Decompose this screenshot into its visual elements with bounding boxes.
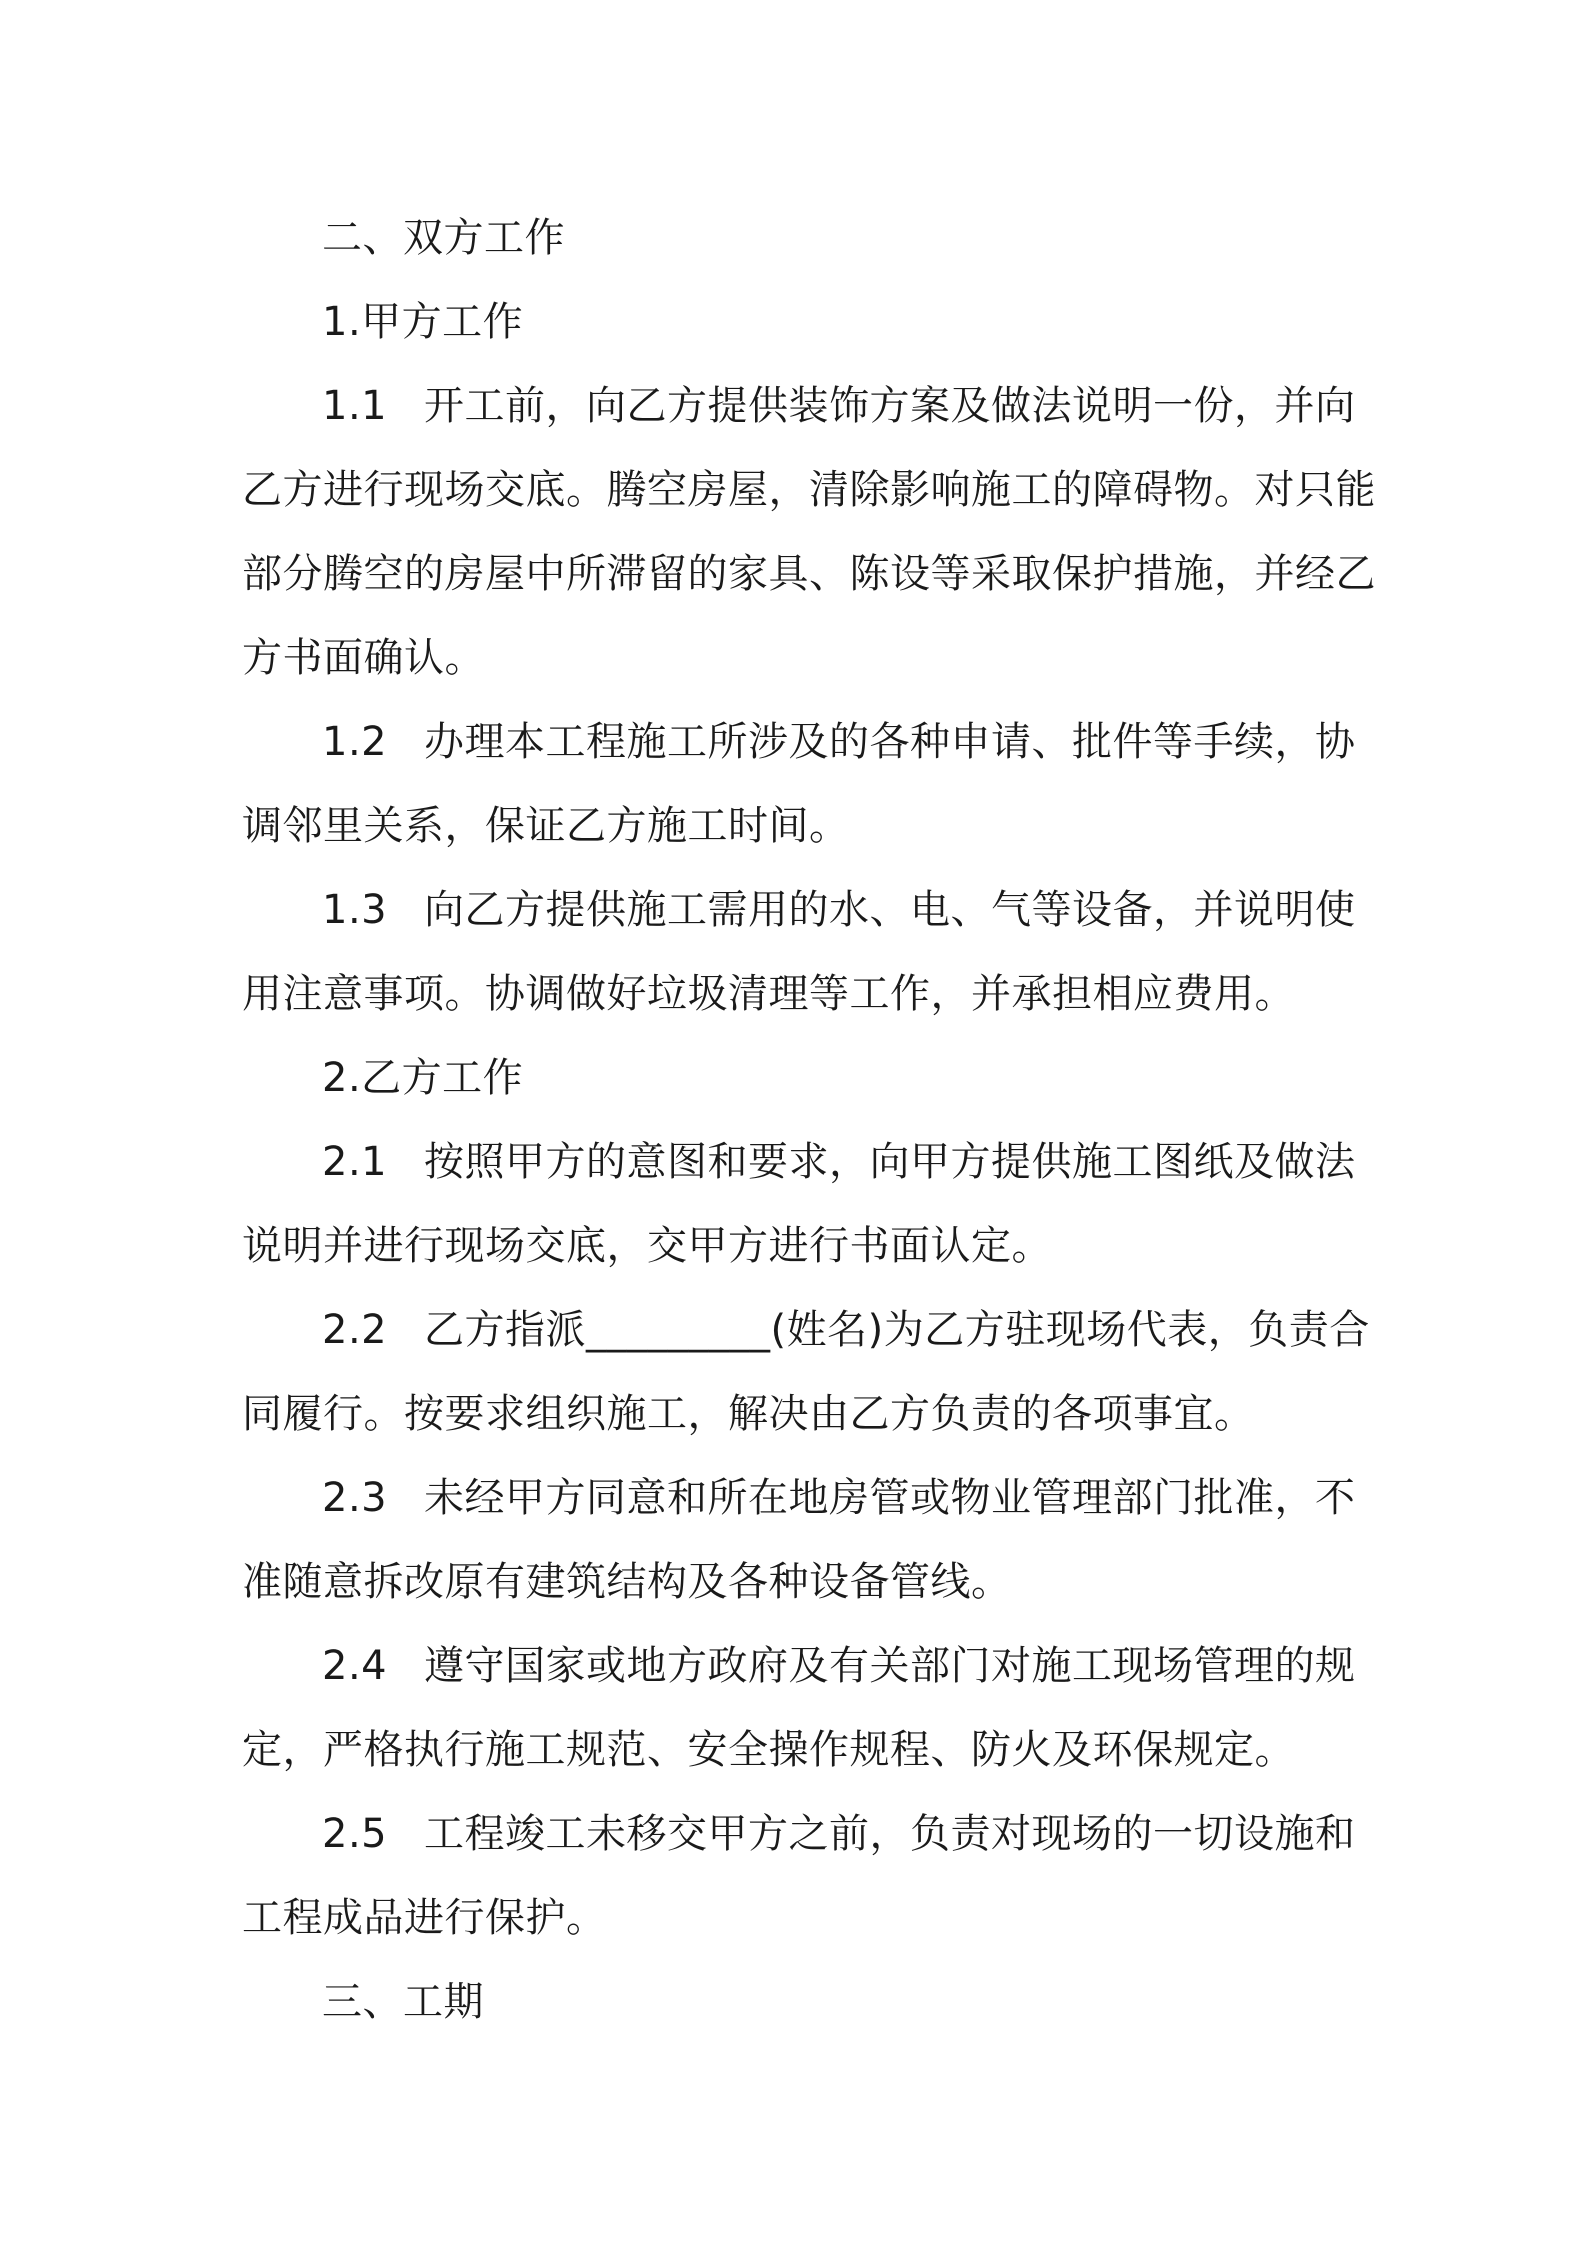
clause-text: 用注意事项。协调做好垃圾清理等工作，并承担相应费用。	[242, 971, 1295, 1017]
clause-first-line	[242, 1792, 1356, 1876]
section-heading-two: 二、双方工作	[322, 215, 565, 261]
clause-first-line	[242, 868, 1356, 952]
clause-text: 工程成品进行保护。	[242, 1895, 607, 1941]
clause-2-1	[242, 1120, 1356, 1288]
clause-text: 向乙方提供施工需用的水、电、气等设备，并说明使	[424, 887, 1356, 933]
clause-first-line	[242, 1288, 1370, 1372]
party-b-heading: 2.乙方工作	[322, 1055, 524, 1101]
clause-first-line	[242, 1120, 1356, 1204]
clause-2-3	[242, 1456, 1356, 1624]
clause-1-3	[242, 868, 1356, 1036]
clause-number: 1.2	[322, 719, 388, 765]
clause-text: 遵守国家或地方政府及有关部门对施工现场管理的规	[424, 1643, 1356, 1689]
clause-first-line	[242, 1624, 1356, 1708]
clause-number: 2.3	[322, 1475, 388, 1521]
clause-text: 工程竣工未移交甲方之前，负责对现场的一切设施和	[424, 1811, 1356, 1857]
clause-number: 2.2	[322, 1307, 388, 1353]
clause-text: 乙方指派_________(姓名)为乙方驻现场代表，负责合	[424, 1307, 1370, 1353]
clause-number: 2.4	[322, 1643, 388, 1689]
clause-text: 按照甲方的意图和要求，向甲方提供施工图纸及做法	[424, 1139, 1356, 1185]
clause-first-line	[242, 364, 1356, 448]
clause-2-5	[242, 1792, 1356, 1960]
clause-text: 准随意拆改原有建筑结构及各种设备管线。	[242, 1559, 1012, 1605]
clause-first-line	[242, 700, 1356, 784]
clause-text: 开工前，向乙方提供装饰方案及做法说明一份，并向	[424, 383, 1356, 429]
document-page	[242, 196, 1376, 2044]
clause-number: 2.5	[322, 1811, 388, 1857]
clause-text: 部分腾空的房屋中所滞留的家具、陈设等采取保护措施，并经乙	[242, 551, 1376, 597]
clause-text: 定，严格执行施工规范、安全操作规程、防火及环保规定。	[242, 1727, 1295, 1773]
section-heading-three: 三、工期	[322, 1979, 484, 2025]
clause-first-line	[242, 1456, 1356, 1540]
clause-text: 同履行。按要求组织施工，解决由乙方负责的各项事宜。	[242, 1391, 1255, 1437]
clause-text: 未经甲方同意和所在地房管或物业管理部门批准，不	[424, 1475, 1356, 1521]
clause-number: 1.3	[322, 887, 388, 933]
clause-2-4	[242, 1624, 1356, 1792]
party-a-heading: 1.甲方工作	[322, 299, 524, 345]
clause-1-1	[242, 364, 1376, 700]
clause-text: 说明并进行现场交底，交甲方进行书面认定。	[242, 1223, 1052, 1269]
clause-text: 调邻里关系，保证乙方施工时间。	[242, 803, 850, 849]
clause-2-2	[242, 1288, 1370, 1456]
clause-1-2	[242, 700, 1356, 868]
clause-number: 1.1	[322, 383, 388, 429]
clause-text: 方书面确认。	[242, 635, 485, 681]
clause-text: 办理本工程施工所涉及的各种申请、批件等手续，协	[424, 719, 1356, 765]
clause-number: 2.1	[322, 1139, 388, 1185]
clause-text: 乙方进行现场交底。腾空房屋，清除影响施工的障碍物。对只能	[242, 467, 1376, 513]
